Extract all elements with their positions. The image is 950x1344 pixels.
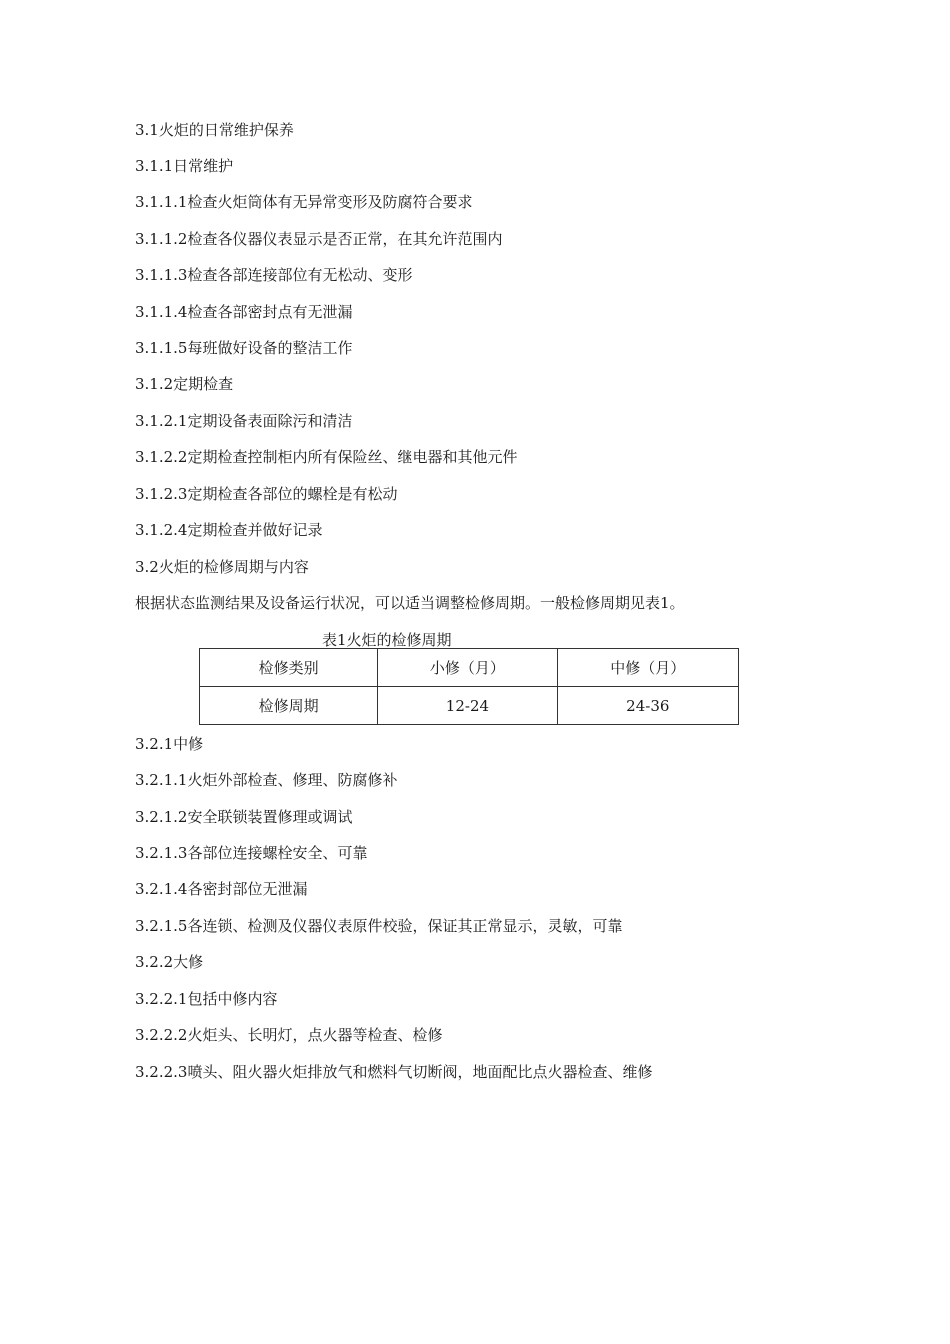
table-cell: 12-24 (378, 687, 557, 725)
item-3-1-2-1: 3.1.2.1定期设备表面除污和清洁 (135, 412, 353, 430)
item-3-2-1-1: 3.2.1.1火炬外部检查、修理、防腐修补 (135, 771, 398, 789)
item-3-1-2-3: 3.1.2.3定期检查各部位的螺栓是有松动 (135, 485, 398, 503)
item-3-1-1-4: 3.1.1.4检查各部密封点有无泄漏 (135, 303, 353, 321)
table-header-row (200, 649, 739, 687)
table-caption: 表1火炬的检修周期 (322, 631, 452, 649)
heading-3-1-2: 3.1.2定期检查 (135, 375, 234, 393)
item-3-2-2-3: 3.2.2.3喷头、阻火器火炬排放气和燃料气切断阀，地面配比点火器检查、维修 (135, 1063, 653, 1081)
item-3-2-1-3: 3.2.1.3各部位连接螺栓安全、可靠 (135, 844, 368, 862)
intro-paragraph: 根据状态监测结果及设备运行状况，可以适当调整检修周期。一般检修周期见表1。 (135, 594, 685, 612)
table-cell: 24-36 (557, 687, 738, 725)
item-3-1-1-3: 3.1.1.3检查各部连接部位有无松动、变形 (135, 266, 413, 284)
heading-3-2: 3.2火炬的检修周期与内容 (135, 558, 309, 576)
item-3-1-1-5: 3.1.1.5每班做好设备的整洁工作 (135, 339, 353, 357)
maintenance-period-table (199, 648, 739, 725)
heading-3-1-1: 3.1.1日常维护 (135, 157, 234, 175)
item-3-2-2-2: 3.2.2.2火炬头、长明灯，点火器等检查、检修 (135, 1026, 443, 1044)
table-cell: 检修周期 (200, 687, 378, 725)
item-3-1-2-2: 3.1.2.2定期检查控制柜内所有保险丝、继电器和其他元件 (135, 448, 518, 466)
table-row (200, 687, 739, 725)
item-3-1-1-1: 3.1.1.1检查火炬筒体有无异常变形及防腐符合要求 (135, 193, 473, 211)
item-3-1-1-2: 3.1.1.2检查各仪器仪表显示是否正常，在其允许范围内 (135, 230, 503, 248)
item-3-2-2-1: 3.2.2.1包括中修内容 (135, 990, 278, 1008)
item-3-2-1-5: 3.2.1.5各连锁、检测及仪器仪表原件校验，保证其正常显示，灵敏，可靠 (135, 917, 623, 935)
table-header-cell: 检修类别 (200, 649, 378, 687)
item-3-2-1-4: 3.2.1.4各密封部位无泄漏 (135, 880, 308, 898)
table-header-cell: 中修（月） (557, 649, 738, 687)
item-3-2-1-2: 3.2.1.2安全联锁装置修理或调试 (135, 808, 353, 826)
heading-3-2-1: 3.2.1中修 (135, 735, 204, 753)
heading-3-2-2: 3.2.2大修 (135, 953, 204, 971)
item-3-1-2-4: 3.1.2.4定期检查并做好记录 (135, 521, 323, 539)
heading-3-1: 3.1火炬的日常维护保养 (135, 121, 294, 139)
table-header-cell: 小修（月） (378, 649, 557, 687)
